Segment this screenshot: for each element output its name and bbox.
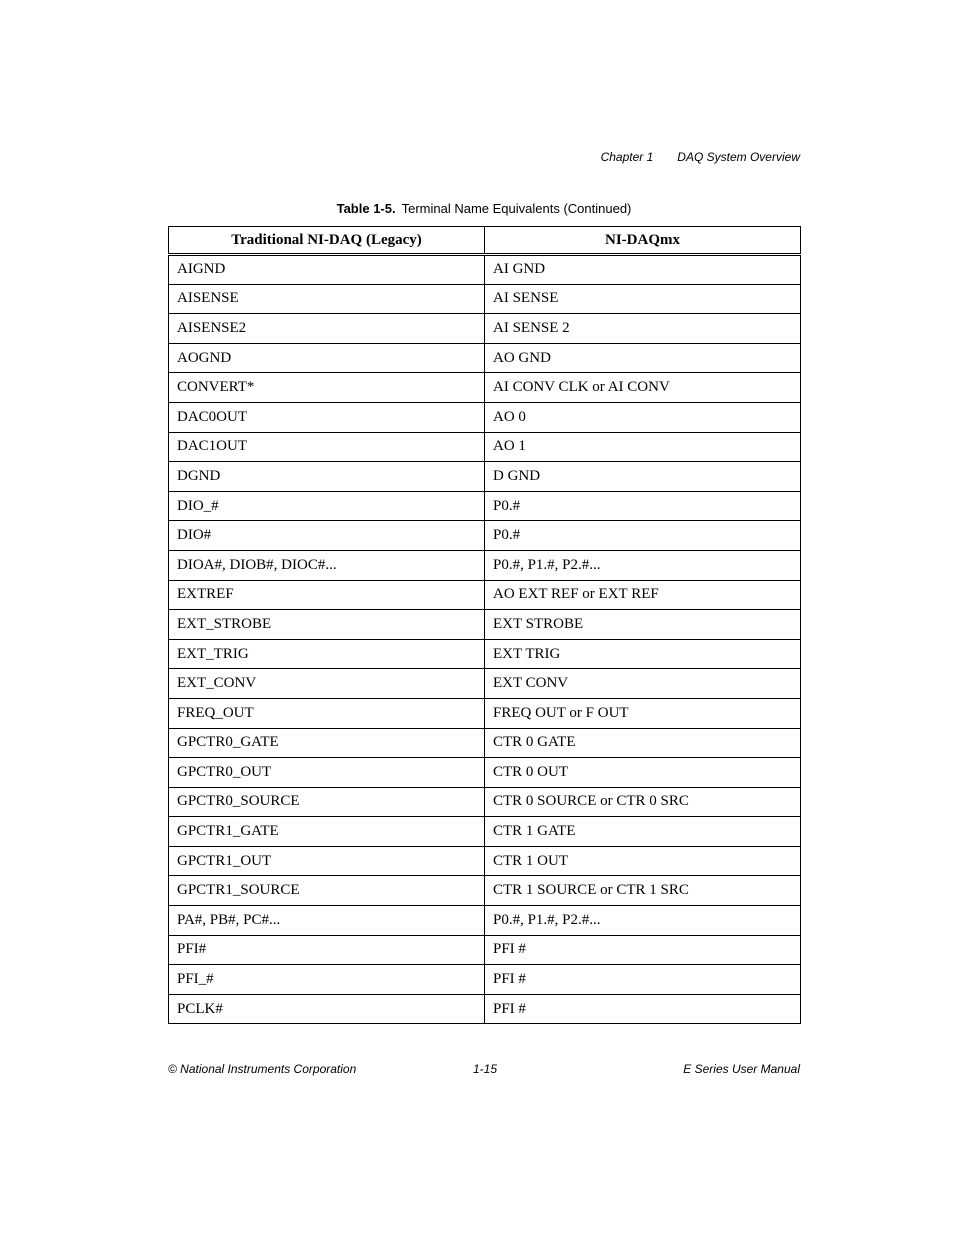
table-row <box>169 994 801 1024</box>
table-header-row <box>169 227 801 255</box>
legacy-terminal-cell: DIO_# <box>169 491 485 521</box>
table-caption-label: Table 1-5. <box>336 201 396 216</box>
table-row <box>169 580 801 610</box>
daqmx-terminal-cell: CTR 1 SOURCE or CTR 1 SRC <box>485 876 801 906</box>
table-row <box>169 787 801 817</box>
daqmx-terminal-cell: CTR 0 OUT <box>485 758 801 788</box>
legacy-terminal-cell: DIOA#, DIOB#, DIOC#... <box>169 550 485 580</box>
legacy-terminal-cell: FREQ_OUT <box>169 698 485 728</box>
table-row <box>169 550 801 580</box>
legacy-terminal-cell: AISENSE2 <box>169 314 485 344</box>
table-row <box>169 521 801 551</box>
daqmx-terminal-cell: CTR 1 GATE <box>485 817 801 847</box>
table-row <box>169 758 801 788</box>
terminal-name-table <box>168 226 801 1024</box>
table-row <box>169 817 801 847</box>
column-header-daqmx: NI-DAQmx <box>485 227 801 255</box>
legacy-terminal-cell: PFI# <box>169 935 485 965</box>
legacy-terminal-cell: PCLK# <box>169 994 485 1024</box>
table-row <box>169 343 801 373</box>
daqmx-terminal-cell: AI CONV CLK or AI CONV <box>485 373 801 403</box>
daqmx-terminal-cell: AI SENSE <box>485 284 801 314</box>
legacy-terminal-cell: GPCTR1_SOURCE <box>169 876 485 906</box>
daqmx-terminal-cell: P0.#, P1.#, P2.#... <box>485 550 801 580</box>
daqmx-terminal-cell: EXT CONV <box>485 669 801 699</box>
section-title: DAQ System Overview <box>677 150 800 164</box>
footer-copyright: © National Instruments Corporation <box>168 1062 357 1076</box>
daqmx-terminal-cell: AO EXT REF or EXT REF <box>485 580 801 610</box>
table-row <box>169 846 801 876</box>
daqmx-terminal-cell: CTR 0 SOURCE or CTR 0 SRC <box>485 787 801 817</box>
table-row <box>169 491 801 521</box>
running-header <box>601 150 800 164</box>
table-row <box>169 402 801 432</box>
table-row <box>169 610 801 640</box>
page-number: 1-15 <box>473 1062 498 1076</box>
legacy-terminal-cell: GPCTR0_GATE <box>169 728 485 758</box>
legacy-terminal-cell: EXT_CONV <box>169 669 485 699</box>
daqmx-terminal-cell: CTR 1 OUT <box>485 846 801 876</box>
legacy-terminal-cell: DAC1OUT <box>169 432 485 462</box>
column-header-legacy: Traditional NI-DAQ (Legacy) <box>169 227 485 255</box>
legacy-terminal-cell: EXT_TRIG <box>169 639 485 669</box>
table-row <box>169 669 801 699</box>
table-row <box>169 876 801 906</box>
legacy-terminal-cell: AIGND <box>169 255 485 285</box>
daqmx-terminal-cell: P0.# <box>485 521 801 551</box>
table-caption <box>168 201 800 216</box>
table-row <box>169 432 801 462</box>
legacy-terminal-cell: GPCTR0_OUT <box>169 758 485 788</box>
table-row <box>169 965 801 995</box>
table-caption-text: Terminal Name Equivalents (Continued) <box>401 201 632 216</box>
legacy-terminal-cell: GPCTR1_OUT <box>169 846 485 876</box>
legacy-terminal-cell: DGND <box>169 462 485 492</box>
legacy-terminal-cell: DAC0OUT <box>169 402 485 432</box>
legacy-terminal-cell: AISENSE <box>169 284 485 314</box>
daqmx-terminal-cell: AO 1 <box>485 432 801 462</box>
daqmx-terminal-cell: EXT STROBE <box>485 610 801 640</box>
daqmx-terminal-cell: EXT TRIG <box>485 639 801 669</box>
legacy-terminal-cell: EXTREF <box>169 580 485 610</box>
legacy-terminal-cell: PA#, PB#, PC#... <box>169 906 485 936</box>
legacy-terminal-cell: DIO# <box>169 521 485 551</box>
daqmx-terminal-cell: FREQ OUT or F OUT <box>485 698 801 728</box>
table-row <box>169 935 801 965</box>
daqmx-terminal-cell: PFI # <box>485 994 801 1024</box>
table-row <box>169 284 801 314</box>
daqmx-terminal-cell: PFI # <box>485 965 801 995</box>
page-footer <box>168 1062 800 1078</box>
table-row <box>169 698 801 728</box>
daqmx-terminal-cell: P0.# <box>485 491 801 521</box>
table-row <box>169 728 801 758</box>
legacy-terminal-cell: CONVERT* <box>169 373 485 403</box>
chapter-label: Chapter 1 <box>600 150 654 164</box>
daqmx-terminal-cell: P0.#, P1.#, P2.#... <box>485 906 801 936</box>
daqmx-terminal-cell: PFI # <box>485 935 801 965</box>
table-body <box>169 255 801 1024</box>
daqmx-terminal-cell: AI GND <box>485 255 801 285</box>
legacy-terminal-cell: GPCTR0_SOURCE <box>169 787 485 817</box>
table-row <box>169 462 801 492</box>
table-row <box>169 255 801 285</box>
daqmx-terminal-cell: D GND <box>485 462 801 492</box>
table-row <box>169 906 801 936</box>
table-row <box>169 639 801 669</box>
legacy-terminal-cell: AOGND <box>169 343 485 373</box>
table-row <box>169 373 801 403</box>
daqmx-terminal-cell: AO 0 <box>485 402 801 432</box>
legacy-terminal-cell: GPCTR1_GATE <box>169 817 485 847</box>
daqmx-terminal-cell: AO GND <box>485 343 801 373</box>
daqmx-terminal-cell: CTR 0 GATE <box>485 728 801 758</box>
daqmx-terminal-cell: AI SENSE 2 <box>485 314 801 344</box>
table-row <box>169 314 801 344</box>
footer-manual-title: E Series User Manual <box>683 1062 800 1076</box>
legacy-terminal-cell: PFI_# <box>169 965 485 995</box>
legacy-terminal-cell: EXT_STROBE <box>169 610 485 640</box>
